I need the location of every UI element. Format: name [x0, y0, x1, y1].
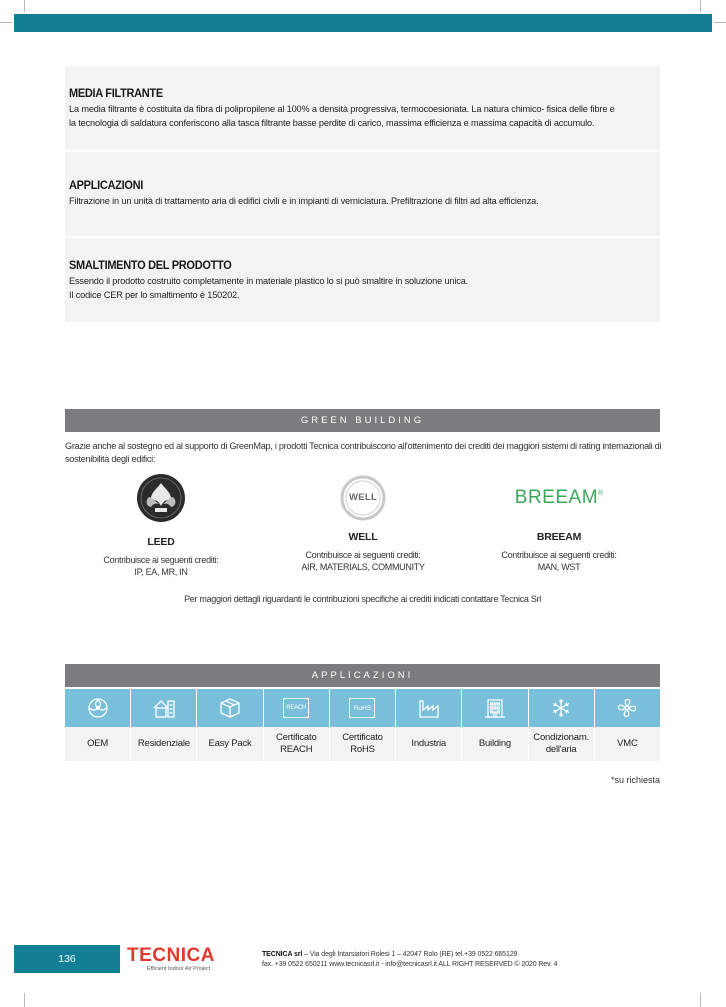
cert-name: BREEAM: [536, 531, 582, 543]
crop-mark: [24, 0, 25, 12]
app-cell-vmc: [595, 689, 660, 761]
company-name: TECNICA srl: [262, 951, 303, 958]
well-logo: [335, 473, 391, 523]
app-label: Easy Pack: [197, 727, 262, 761]
text-line: Contribuisce ai seguenti crediti:: [305, 550, 421, 560]
cert-breeam: [459, 473, 659, 573]
cert-desc: [459, 549, 659, 573]
logo-tagline: Efficient Indoor Air Project: [147, 966, 211, 972]
green-building-intro: [65, 440, 665, 466]
app-icon-box: [595, 689, 660, 727]
crop-mark: [700, 993, 701, 1007]
app-icon-box: [131, 689, 196, 727]
app-cell-industria: [396, 689, 461, 761]
green-building-note: Per maggiori dettagli riguardanti le contribuzioni specifiche ai crediti indicati contattare Tecnica Srl: [184, 594, 541, 604]
app-label: Residenziale: [131, 727, 196, 761]
applications-table: [65, 689, 660, 761]
cert-name: LEED: [147, 536, 175, 548]
contact-line: fax. +39 0522 650211 www.tecnicasrl.it - info@tecnicasrl.it ALL RIGHT RESERVED © 2020 Rev. 4: [262, 961, 558, 968]
app-label: Certificato REACH: [264, 727, 329, 761]
app-icon-box: [462, 689, 527, 727]
app-cell-condizionamento: [529, 689, 594, 761]
registered-mark: ®: [598, 489, 604, 497]
text-line: Contribuisce ai seguenti crediti:: [103, 555, 219, 565]
tecnica-logo: [127, 946, 215, 972]
app-cell-rohs: [330, 689, 395, 761]
residential-icon: [152, 697, 176, 719]
text-line: AIR, MATERIALS, COMMUNITY: [301, 562, 425, 572]
section-applicazioni: [65, 152, 660, 236]
rohs-icon: [349, 698, 375, 718]
app-cell-oem: [65, 689, 130, 761]
reach-icon: [283, 698, 309, 718]
breeam-logo: [459, 473, 659, 523]
logo-text: TECNICA: [127, 945, 215, 966]
crop-mark: [0, 22, 12, 23]
section-smaltimento: [65, 238, 660, 322]
oem-icon: [87, 697, 109, 719]
section-text: [69, 102, 660, 130]
app-icon-box: [197, 689, 262, 727]
text-line: MAN, WST: [537, 562, 581, 572]
text-line: IP, EA, MR, IN: [134, 567, 188, 577]
page-number: 136: [14, 945, 120, 973]
app-icon-box: [65, 689, 130, 727]
factory-icon: [417, 697, 441, 719]
text-line: Grazie anche al sostegno ed al supporto di GreenMap, i prodotti Tecnica contribuiscono all'ottenimento dei crediti dei maggiori sistemi di rating internazionali di: [65, 441, 662, 451]
box-icon: [219, 697, 241, 719]
app-label: OEM: [65, 727, 130, 761]
top-header-bar: [14, 14, 712, 32]
app-label: Condizionam. dell'aria: [529, 727, 594, 761]
text-line: Contribuisce ai seguenti crediti:: [501, 550, 617, 560]
section-title: SMALTIMENTO DEL PRODOTTO: [69, 259, 232, 273]
app-icon-box: [330, 689, 395, 727]
app-icon-box: [264, 689, 329, 727]
applications-band: APPLICAZIONI: [65, 664, 660, 687]
app-cell-building: [462, 689, 527, 761]
crop-mark: [24, 993, 25, 1007]
app-icon-box: [529, 689, 594, 727]
reach-icon-text: REACH: [286, 705, 307, 711]
on-request-note: *su richiesta: [610, 775, 660, 785]
app-label: VMC: [595, 727, 660, 761]
cert-desc: [61, 554, 261, 578]
address-line: – Via degli Intarsiatori Rolesi 1 – 42047 Rolo (RE) tel.+39 0522 665129: [302, 951, 518, 958]
text-line: sostenibilità degli edifici:: [65, 454, 156, 464]
well-logo-text: WELL: [348, 492, 378, 503]
text-line: Il codice CER per lo smaltimento è 150202.: [69, 290, 240, 300]
fan-icon: [616, 697, 638, 719]
section-text: [69, 274, 660, 302]
snowflake-icon: [550, 697, 572, 719]
app-cell-residenziale: [131, 689, 196, 761]
rohs-icon-text: RoHS: [353, 704, 372, 712]
app-cell-easy-pack: [197, 689, 262, 761]
text-line: la tecnologia di saldatura conferiscono alla tasca filtrante basse perdite di carico, massima efficienza e massima capacità di accumulo.: [69, 118, 595, 128]
section-title: MEDIA FILTRANTE: [69, 87, 163, 101]
building-icon: [483, 697, 507, 719]
cert-desc: [263, 549, 463, 573]
app-label: Building: [462, 727, 527, 761]
app-label: Certificato RoHS: [330, 727, 395, 761]
crop-mark: [714, 22, 726, 23]
green-building-band: GREEN BUILDING: [65, 409, 660, 432]
cert-leed: [61, 473, 261, 578]
section-text: [69, 194, 660, 208]
breeam-logo-text: BREEAM: [514, 487, 599, 508]
cert-name: WELL: [348, 531, 378, 543]
leed-logo: [133, 473, 189, 523]
text-line: Essendo il prodotto costruito completamente in materiale plastico lo si può smaltire in soluzione unica.: [69, 276, 469, 286]
app-cell-reach: [264, 689, 329, 761]
section-media-filtrante: [65, 66, 660, 150]
crop-mark: [700, 0, 701, 12]
text-line: La media filtrante è costituita da fibra di polipropilene al 100% a densità progressiva, termocoesionata. La natura chimico- fisica delle fibre e: [69, 104, 615, 114]
app-label: Industria: [396, 727, 461, 761]
text-line: Filtrazione in un unità di trattamento aria di edifici civili e in impianti di verniciatura. Prefiltrazione di filtri ad alta efficienza.: [69, 196, 539, 206]
footer-contact: [262, 950, 557, 970]
cert-well: [263, 473, 463, 573]
app-icon-box: [396, 689, 461, 727]
section-title: APPLICAZIONI: [69, 179, 144, 193]
